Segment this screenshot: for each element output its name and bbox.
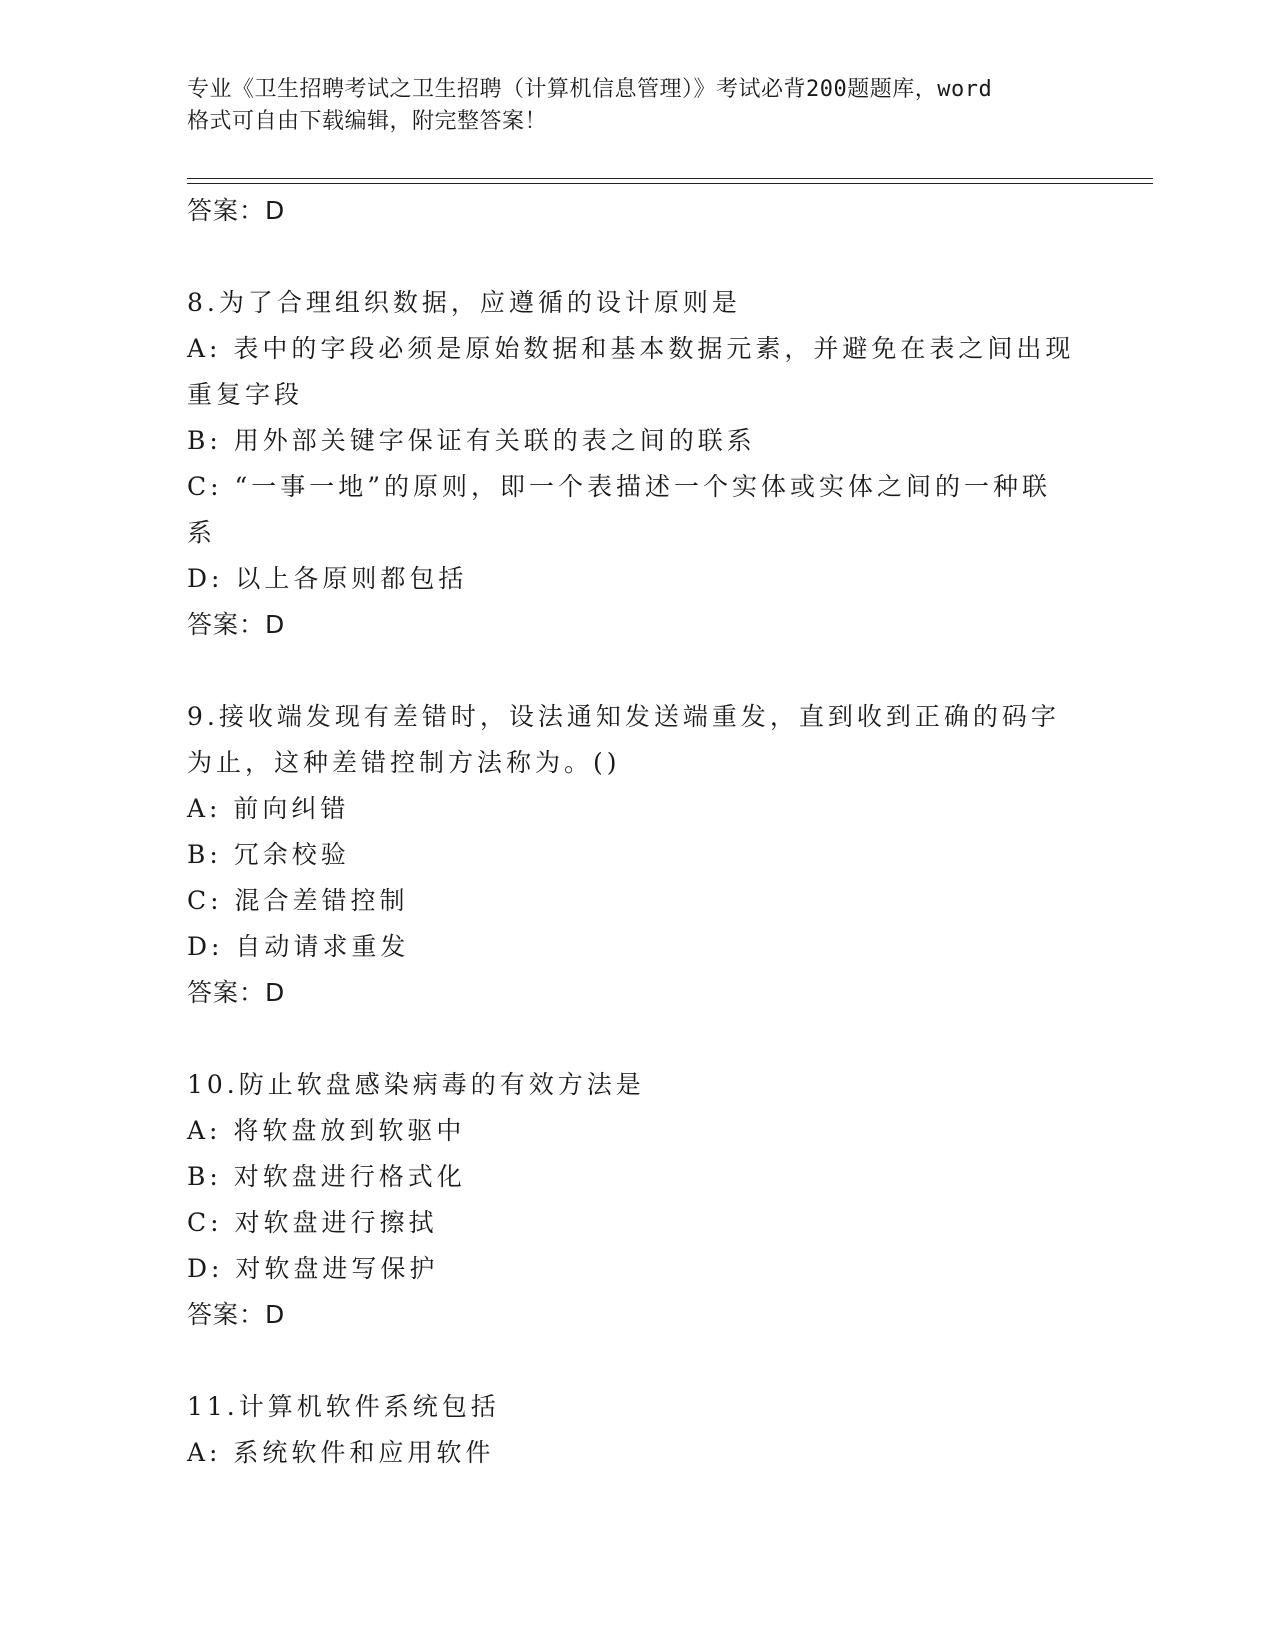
question-list	[187, 188, 1087, 1476]
option-c: C: “一事一地”的原则，即一个表描述一个实体或实体之间的一种联	[187, 472, 1052, 501]
question-block	[187, 694, 1087, 1016]
option-b: B: 对软盘进行格式化	[187, 1162, 466, 1191]
answer-line: 答案：D	[187, 610, 286, 639]
answer-line: 答案：D	[187, 978, 286, 1007]
question-stem-continued: 为止，这种差错控制方法称为。()	[187, 748, 621, 777]
question-stem: 10.防止软盘感染病毒的有效方法是	[187, 1070, 645, 1099]
question-stem: 11.计算机软件系统包括	[187, 1392, 500, 1421]
header-divider-bottom	[187, 183, 1153, 184]
question-block	[187, 1062, 1087, 1338]
spacer	[187, 234, 1087, 280]
option-c-continued: 系	[187, 518, 217, 547]
option-b: B: 用外部关键字保证有关联的表之间的联系	[187, 426, 756, 455]
answer-line: 答案：D	[187, 1300, 286, 1329]
header-line-1: 专业《卫生招聘考试之卫生招聘（计算机信息管理）》考试必背200题题库，word	[187, 77, 993, 102]
spacer	[187, 1016, 1087, 1062]
header-line-2: 格式可自由下载编辑，附完整答案！	[187, 109, 548, 134]
option-a-continued: 重复字段	[187, 380, 304, 409]
header-divider-top	[187, 178, 1153, 179]
option-a: A: 系统软件和应用软件	[187, 1438, 495, 1467]
question-stem: 9.接收端发现有差错时，设法通知发送端重发，直到收到正确的码字	[187, 702, 1060, 731]
option-d: D: 以上各原则都包括	[187, 564, 468, 593]
document-header	[187, 74, 1087, 138]
option-c: C: 对软盘进行擦拭	[187, 1208, 438, 1237]
question-block	[187, 280, 1087, 648]
option-c: C: 混合差错控制	[187, 886, 409, 915]
question-block	[187, 1384, 1087, 1476]
option-a: A: 表中的字段必须是原始数据和基本数据元素，并避免在表之间出现	[187, 334, 1075, 363]
spacer	[187, 648, 1087, 694]
question-stem: 8.为了合理组织数据，应遵循的设计原则是	[187, 288, 741, 317]
option-d: D: 对软盘进写保护	[187, 1254, 439, 1283]
option-a: A: 将软盘放到软驱中	[187, 1116, 466, 1145]
option-b: B: 冗余校验	[187, 840, 350, 869]
option-d: D: 自动请求重发	[187, 932, 410, 961]
option-a: A: 前向纠错	[187, 794, 350, 823]
spacer	[187, 1338, 1087, 1384]
answer-line: 答案：D	[187, 196, 286, 225]
